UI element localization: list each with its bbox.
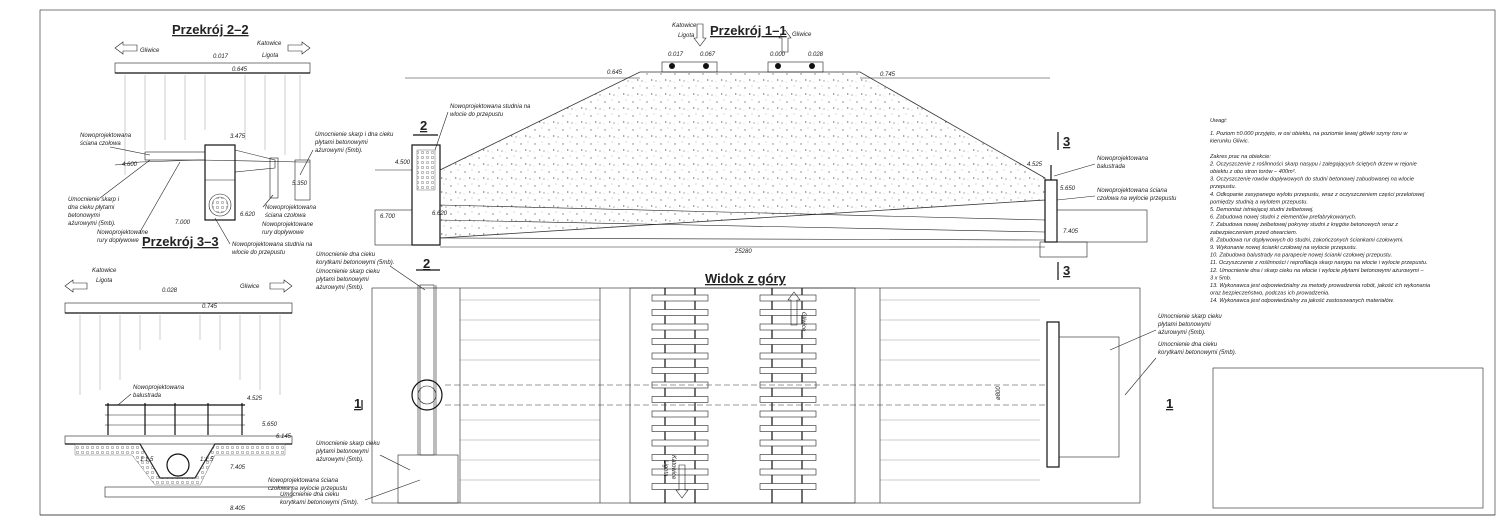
svg-text:Nowoprojektowana ściana: Nowoprojektowana ściana — [1097, 188, 1168, 194]
sleeper — [652, 411, 708, 417]
sleeper — [652, 295, 708, 301]
s33-dir-left-1: Katowice — [92, 268, 117, 274]
note-line: 4. Odkopanie zasypanego wylotu przepustu, wraz z oczyszczeniem części przelotowej — [1210, 191, 1425, 198]
sleeper — [760, 426, 816, 432]
svg-text:korytkami betonowymi (5mb).: korytkami betonowymi (5mb). — [316, 260, 395, 266]
s33-level-6: 7.405 — [230, 465, 246, 471]
svg-text:płytami betonowymi: płytami betonowymi — [316, 277, 369, 283]
svg-text:Umocnienie dna cieku: Umocnienie dna cieku — [316, 252, 376, 258]
s33-level-7: 8.405 — [230, 506, 246, 512]
sleeper — [760, 353, 816, 359]
s22-label-rury-left — [97, 162, 180, 244]
note-line: pomiędzy studnią a wylotem przepustu. — [1210, 199, 1308, 206]
s33-label-sciana — [268, 478, 348, 492]
svg-text:korytkami betonowymi (5mb).: korytkami betonowymi (5mb). — [280, 500, 359, 506]
s33-level-1: 0.028 — [162, 288, 178, 294]
s11-level-6: 0.745 — [880, 72, 896, 78]
section-3-3-title: Przekrój 3–3 — [142, 234, 219, 249]
s11-dir-right: Gliwice — [792, 32, 812, 38]
notes-heading: Uwagi: — [1210, 118, 1228, 124]
sleeper — [652, 353, 708, 359]
sleeper — [760, 469, 816, 475]
svg-text:Nowoprojektowana: Nowoprojektowana — [265, 205, 317, 211]
s11-length: 25280 — [735, 249, 752, 255]
svg-text:wlocie do przepustu: wlocie do przepustu — [232, 250, 286, 256]
note-line: 5. Demontaż istniejącej studni żelbetowej. — [1210, 207, 1314, 213]
s22-level-3: 3.475 — [230, 134, 246, 140]
s33-slope-right: 1:1,5 — [200, 457, 214, 463]
s22-dir-left: Gliwice — [140, 48, 160, 54]
s22-dir-right-1: Katowice — [257, 41, 282, 47]
svg-text:Nowoprojektowana studnia na: Nowoprojektowana studnia na — [232, 242, 313, 248]
s22-level-5: 5.350 — [292, 181, 308, 187]
s22-label-sciana-left — [80, 133, 150, 155]
sleeper — [760, 368, 816, 374]
s33-balustrade — [105, 403, 245, 435]
sleeper — [760, 411, 816, 417]
section-1-1-title: Przekrój 1–1 — [710, 23, 787, 38]
note-line: oraz bezpieczeństwo, podczas ich prowadzenia. — [1210, 290, 1330, 297]
note-line: 14. Wykonawca jest odpowiedzialny za jakość zastosowanych materiałów. — [1210, 298, 1395, 305]
note-line: 3 x 5mb. — [1210, 275, 1232, 282]
s22-label-umocnienie-right — [300, 132, 394, 175]
svg-text:rury dopływowe: rury dopływowe — [262, 230, 304, 236]
note-line: Zakres prac na obiekcie: — [1210, 153, 1271, 160]
svg-text:ażurowymi (5mb).: ażurowymi (5mb). — [316, 457, 364, 463]
note-line: kierunku Gliwic. — [1210, 138, 1250, 145]
top-label-dna-right — [1125, 342, 1236, 395]
svg-text:ażurowymi (5mb).: ażurowymi (5mb). — [1158, 330, 1206, 336]
outlet-headwall — [1045, 180, 1057, 242]
top-dir-down-1: Katowice — [670, 455, 676, 480]
note-line: 7. Zabudowa nowej żelbetowej pokrywy studni z kręgów betonowych wraz z — [1210, 222, 1399, 229]
svg-text:balustrada: balustrada — [1097, 164, 1126, 170]
svg-text:czołowa na wylocie przepustu: czołowa na wylocie przepustu — [268, 486, 348, 492]
svg-text:Umocnienie skarp cieku: Umocnienie skarp cieku — [1158, 314, 1222, 320]
marker-3-top: 3 — [1063, 134, 1071, 149]
s11-level-10: 4.525 — [1027, 162, 1043, 168]
svg-text:ściana czołowa: ściana czołowa — [265, 213, 306, 219]
outlet-headwall-top — [1047, 322, 1059, 467]
svg-text:czołowa na wylocie przepustu: czołowa na wylocie przepustu — [1097, 196, 1177, 202]
svg-text:Umocnienie skarp i: Umocnienie skarp i — [68, 197, 120, 203]
s11-label-balustrada — [1054, 156, 1149, 176]
s11-dir-top-2: Ligota — [678, 33, 695, 39]
sleeper — [652, 368, 708, 374]
s22-level-1: 0.017 — [213, 54, 229, 60]
top-view-title: Widok z góry — [705, 271, 786, 286]
svg-text:płytami betonowymi: płytami betonowymi — [1158, 322, 1211, 328]
svg-text:rury dopływowe: rury dopływowe — [97, 238, 139, 244]
title-block — [1213, 368, 1483, 508]
svg-text:Umocnienie dna cieku: Umocnienie dna cieku — [280, 492, 340, 498]
svg-text:balustrada: balustrada — [133, 393, 162, 399]
s22-label-sciana-right — [263, 195, 317, 219]
top-dir-up: Gliwice — [800, 312, 806, 332]
marker-2-top: 2 — [423, 256, 431, 271]
arrow-left-icon — [65, 280, 87, 292]
sleeper — [760, 455, 816, 461]
svg-text:Umocnienie dna cieku: Umocnienie dna cieku — [1158, 342, 1218, 348]
svg-text:wlocie do przepustu: wlocie do przepustu — [450, 112, 504, 118]
svg-text:ażurowymi (5mb).: ażurowymi (5mb). — [316, 285, 364, 291]
svg-text:ściana czołowa: ściana czołowa — [80, 141, 121, 147]
note-line: zabezpieczeniem przed otwarciem. — [1210, 229, 1298, 236]
sleeper — [760, 324, 816, 330]
svg-text:Nowoprojektowana: Nowoprojektowana — [80, 133, 132, 139]
sleeper — [760, 310, 816, 316]
s33-level-3: 4.525 — [247, 396, 263, 402]
section-1-1 — [375, 23, 1177, 280]
section-2-2 — [68, 22, 394, 256]
s33-dir-left-2: Ligota — [96, 278, 113, 284]
s33-label-balustrada — [118, 385, 185, 405]
note-line: 6. Zabudowa nowej studni z elementów prefabrykowanych. — [1210, 214, 1357, 221]
svg-text:płytami betonowymi: płytami betonowymi — [316, 449, 369, 455]
note-line: przepustu. — [1210, 184, 1237, 191]
s33-dir-right: Gliwice — [240, 284, 260, 290]
sleeper — [652, 426, 708, 432]
note-line: 11. Oczyszczenie z roślinności i reprofilacja skarp nasypu na wlocie i wylocie przepustu. — [1210, 260, 1428, 267]
svg-text:Nowoprojektowane: Nowoprojektowane — [97, 230, 149, 236]
top-dim: ø800 — [996, 386, 1002, 400]
sleeper — [652, 484, 708, 490]
note-line: 12. Umocnienie dna i skarp cieku na wlocie i wylocie płytami betonowymi ażurowymi – — [1210, 267, 1424, 274]
s11-level-4: 0.028 — [808, 52, 824, 58]
sleeper — [652, 455, 708, 461]
sleeper — [760, 397, 816, 403]
svg-text:dna cieku płytami: dna cieku płytami — [68, 205, 115, 211]
svg-text:betonowymi: betonowymi — [68, 213, 101, 219]
s33-slope-left: 1:1,5 — [140, 457, 154, 463]
sleeper — [652, 310, 708, 316]
arrow-right-icon — [270, 280, 292, 292]
svg-text:ażurowymi (5mb).: ażurowymi (5mb). — [315, 148, 363, 154]
sleeper — [652, 440, 708, 446]
marker-2: 2 — [420, 118, 428, 133]
svg-text:Umocnienie skarp i dna cieku: Umocnienie skarp i dna cieku — [315, 132, 394, 138]
marker-1-right: 1 — [1166, 396, 1174, 411]
svg-text:korytkami betonowymi (5mb).: korytkami betonowymi (5mb). — [1158, 350, 1237, 356]
s11-level-2: 0.067 — [700, 52, 716, 58]
svg-text:ażurowymi (5mb).: ażurowymi (5mb). — [68, 221, 116, 227]
s22-level-7: 7.000 — [175, 220, 191, 226]
sleeper — [652, 324, 708, 330]
embankment — [440, 72, 1045, 238]
note-line: 10. Zabudowa balustrady na parapecie nowej ścianki czołowej przepustu. — [1210, 252, 1393, 259]
marker-1-left: 1 — [354, 396, 362, 411]
marker-3-bottom: 3 — [1063, 263, 1071, 278]
s11-dir-top-1: Katowice — [672, 23, 697, 29]
svg-text:Umocnienie skarp cieku: Umocnienie skarp cieku — [316, 441, 380, 447]
note-line: 13. Wykonawca jest odpowiedzialny za metody prowadzenia robót, jakość ich wykonania — [1210, 283, 1431, 289]
sleeper — [760, 484, 816, 490]
s33-level-2: 0.745 — [202, 304, 218, 310]
sleeper — [652, 397, 708, 403]
arrow-right-icon — [288, 42, 310, 54]
note-line: 9. Wykonanie nowej ścianki czołowej na wylocie przepustu. — [1210, 245, 1358, 251]
s22-level-4: 4.600 — [122, 162, 138, 168]
notes-lines — [1209, 131, 1430, 304]
s11-level-8: 6.700 — [380, 214, 396, 220]
s11-level-5: 0.645 — [607, 70, 623, 76]
notes-block — [1209, 118, 1430, 304]
s11-level-3: 0.000 — [770, 52, 786, 58]
note-line: 3. Oczyszczenie rowów dopływowych do studni betonowej zabudowanej na wlocie — [1210, 176, 1414, 183]
sleeper — [652, 469, 708, 475]
sleeper — [760, 440, 816, 446]
svg-text:Nowoprojektowana: Nowoprojektowana — [133, 385, 185, 391]
s11-level-1: 0.017 — [668, 52, 684, 58]
svg-text:Umocnienie skarp cieku: Umocnienie skarp cieku — [316, 269, 380, 275]
section-2-2-title: Przekrój 2–2 — [172, 22, 249, 37]
s11-level-9: 6.620 — [432, 211, 448, 217]
s22-level-6: 6.620 — [240, 212, 256, 218]
s22-label-rury-right — [262, 222, 314, 236]
s11-level-7: 4.500 — [395, 160, 411, 166]
s11-level-12: 7.405 — [1063, 229, 1079, 235]
sleeper — [760, 339, 816, 345]
s33-level-4: 5.650 — [262, 422, 278, 428]
note-line: 8. Zabudowa rur dopływowych do studni, zakończonych ściankami czołowymi. — [1210, 237, 1404, 244]
top-view — [280, 252, 1236, 506]
svg-text:Nowoprojektowane: Nowoprojektowane — [262, 222, 314, 228]
top-label-skarp-top — [315, 269, 380, 291]
svg-text:Nowoprojektowana ściana: Nowoprojektowana ściana — [268, 478, 339, 484]
s11-level-11: 5.650 — [1060, 186, 1076, 192]
svg-text:Nowoprojektowana: Nowoprojektowana — [1097, 156, 1149, 162]
svg-text:płytami betonowymi: płytami betonowymi — [315, 140, 368, 146]
section-3-3 — [65, 234, 348, 512]
sleeper — [652, 339, 708, 345]
note-line: 2. Oczyszczenie z roślinności skarp nasypu i zalegających ściętych drzew w rejonie — [1210, 161, 1417, 168]
note-line: obiektu z obu stron torów – 400m². — [1210, 169, 1297, 175]
s33-level-5: 6.145 — [276, 434, 292, 440]
arrow-left-icon — [115, 42, 137, 54]
top-label-skarp-bottom — [315, 441, 410, 470]
note-line: 1. Poziom ±0.000 przyjęto, w osi obiektu, na poziomie lewej główki szyny toru w — [1210, 131, 1408, 137]
s22-label-umocnienie-left — [68, 160, 150, 227]
inlet-well-top — [412, 380, 442, 410]
s22-dir-right-2: Ligota — [262, 53, 279, 59]
svg-text:Nowoprojektowana studnia na: Nowoprojektowana studnia na — [450, 104, 531, 110]
top-dir-down-2: Ligota — [662, 460, 668, 477]
s22-level-2: 0.645 — [232, 67, 248, 73]
